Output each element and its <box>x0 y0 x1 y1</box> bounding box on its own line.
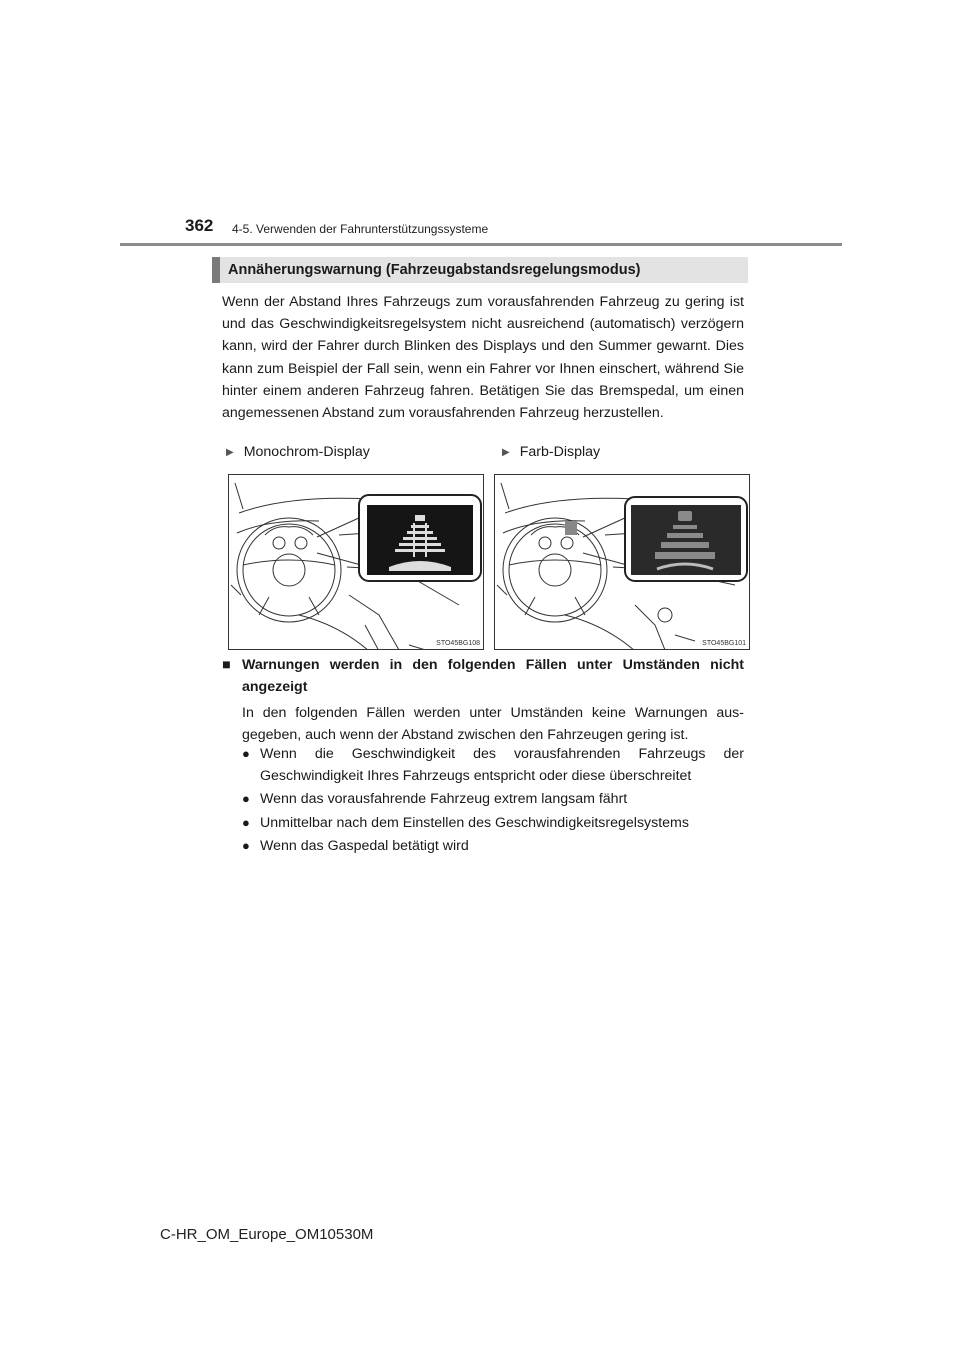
figure-label-color-text: Farb-Display <box>519 444 601 460</box>
dashboard-illustration-mono <box>229 475 484 650</box>
list-item <box>242 788 744 810</box>
dashboard-illustration-color <box>495 475 750 650</box>
header-rule <box>120 243 842 246</box>
circle-bullet-icon: ● <box>242 837 250 853</box>
circle-bullet-icon: ● <box>242 814 250 830</box>
heading-box <box>212 257 748 283</box>
triangle-right-icon: ▶ <box>502 446 510 458</box>
heading-text: Annäherungswarnung (Fahrzeugabstandsregelungsmodus) <box>228 262 641 278</box>
footer-doc-id: C-HR_OM_Europe_OM10530M <box>160 1226 374 1243</box>
figure-label-color <box>502 444 600 460</box>
figure-label-mono <box>226 444 370 460</box>
figure-label-mono-text: Monochrom-Display <box>243 444 370 460</box>
list-item <box>242 835 744 857</box>
figure-monochrome <box>228 474 484 650</box>
figure-code-mono: STO45BG108 <box>436 640 480 647</box>
page-number: 362 <box>185 216 214 235</box>
square-bullet-icon: ■ <box>222 657 231 673</box>
list-item-text: Wenn das Gaspedal betätigt wird <box>260 837 469 854</box>
circle-bullet-icon: ● <box>242 791 250 807</box>
figure-color <box>494 474 750 650</box>
list-item-text: Wenn das vorausfahrende Fahrzeug extrem langsam fährt <box>260 791 628 808</box>
list-item-text: Wenn die Geschwindigkeit des vorausfahrenden Fahrzeugs der Geschwindigkeit Ihres Fahrzeugs entspricht oder diese überschreitet <box>260 746 744 785</box>
circle-bullet-icon: ● <box>242 746 250 761</box>
list-item <box>242 812 744 834</box>
sub-section-heading-text: Warnungen werden in den folgenden Fällen unter Umständen nicht angezeigt <box>242 657 744 695</box>
intro-paragraph: Wenn der Abstand Ihres Fahrzeugs zum vorausfahrenden Fahrzeug zu gering ist und das Geschwindigkeitsregelsystem nicht ausreichend (automatisch) verzögern kann, wird der Fahrer durch Blinken des Displays und den Summer gewarnt. Dies kann zum Beispiel der Fall sein, wenn ein Fahrer vor Ihnen einschert, während Sie hinter einem anderen Fahrzeug fahren. Betätigen Sie das Bremspedal, um einen angemessenen Abstand zum vorausfahrenden Fahrzeug herzustellen. <box>222 294 744 422</box>
list-item-text: Unmittelbar nach dem Einstellen des Geschwindigkeitsregelsystems <box>260 814 689 831</box>
sub-section-paragraph: In den folgenden Fällen werden unter Umständen keine Warnungen ausgegeben, auch wenn der Abstand zwischen den Fahrzeugen gering ist. <box>242 705 744 744</box>
sub-section-heading <box>222 654 744 698</box>
triangle-right-icon: ▶ <box>226 446 234 458</box>
list-item <box>242 743 744 787</box>
figure-code-color: STO45BG101 <box>702 640 746 647</box>
bullet-list <box>242 743 744 858</box>
section-title: 4-5. Verwenden der Fahrunterstützungssysteme <box>232 222 489 236</box>
